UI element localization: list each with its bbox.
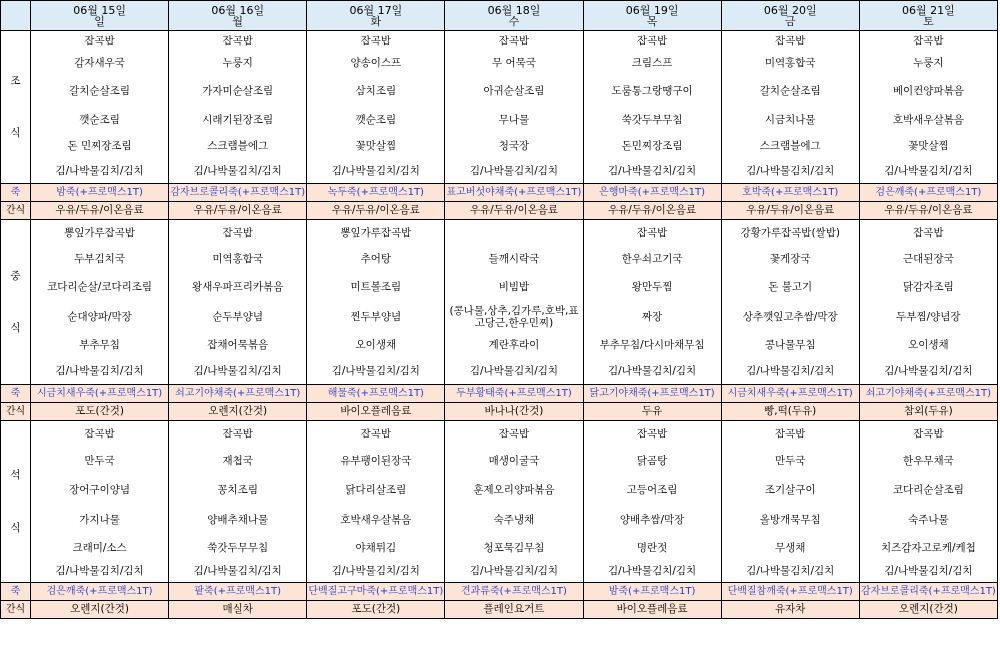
porridge-cell: 표고버섯야채죽(+프로맥스1T) (445, 184, 583, 202)
menu-body (1, 1, 998, 619)
meal-label-char: 석 (10, 469, 21, 481)
meal-label-char: 조 (10, 74, 21, 87)
day-date: 06월 15일 (73, 3, 126, 17)
porridge-cell: 호박죽(+프로맥스1T) (721, 184, 859, 202)
menu-item: 무 어묵국 (491, 57, 536, 69)
dinner-row (1, 421, 998, 583)
menu-item: 잡곡밥 (222, 428, 253, 440)
menu-item: 잡곡밥 (913, 227, 944, 239)
porridge-cell: 은행마죽(+프로맥스1T) (583, 184, 721, 202)
menu-item: 쑥갓두부무침 (621, 114, 683, 126)
porridge-cell: 팥죽(+프로맥스1T) (169, 583, 307, 601)
menu-item: 숙주나물 (908, 514, 949, 526)
menu-cell (169, 220, 307, 385)
menu-item: 잡곡밥 (360, 35, 392, 47)
porridge-cell: 쇠고기야채죽(+프로맥스1T) (859, 385, 997, 403)
snack-cell: 포도(간것) (307, 601, 445, 619)
menu-item: 김/나박물김치/김치 (746, 565, 835, 577)
menu-item: 김/나박물김치/김치 (55, 165, 144, 177)
menu-item: 김/나박물김치/김치 (469, 165, 559, 177)
menu-item: 뽕잎가루잡곡밥 (340, 227, 412, 239)
menu-cell (583, 220, 721, 385)
menu-item: 찐두부양념 (350, 311, 402, 323)
menu-cell (445, 31, 583, 184)
menu-item: 잡곡밥 (636, 35, 668, 47)
menu-item: 깻순조림 (79, 114, 120, 126)
menu-item: 꽃게장국 (769, 253, 811, 265)
porridge-cell: 단백질참깨죽(+프로맥스1T) (721, 583, 859, 601)
menu-item: 시금치나물 (764, 114, 816, 126)
menu-cell (307, 31, 445, 184)
menu-item: 잡곡밥 (913, 35, 944, 47)
menu-item: 잡곡밥 (360, 428, 392, 440)
menu-item: 스크램블에그 (759, 140, 821, 152)
porridge-cell: 밤죽(+프로맥스1T) (31, 184, 169, 202)
snack-cell: 두유 (583, 403, 721, 421)
menu-item: 콩나물무침 (764, 339, 816, 351)
menu-cell (31, 421, 169, 583)
menu-item: 양송이스프 (350, 57, 402, 69)
menu-item: 근대된장국 (903, 253, 954, 265)
menu-item: 호박새우살볶음 (340, 514, 412, 526)
day-date: 06월 16일 (211, 3, 265, 17)
porridge-cell: 감자브로콜리죽(+프로맥스1T) (169, 184, 307, 202)
snack-cell: 매실차 (169, 601, 307, 619)
menu-item: 갈치순살조림 (69, 85, 130, 97)
menu-item: 누룽지 (913, 57, 944, 69)
menu-item: 호박새우살볶음 (892, 114, 964, 126)
menu-item: 올방개묵무침 (759, 514, 821, 526)
menu-item: 장어구이양념 (69, 484, 130, 496)
menu-item: 잡곡밥 (222, 35, 253, 47)
porridge-cell: 닭고기야채죽(+프로맥스1T) (583, 385, 721, 403)
menu-cell (169, 31, 307, 184)
menu-item: 잡곡밥 (913, 428, 944, 440)
corner-cell (1, 1, 31, 31)
menu-item: 미역홍합국 (212, 253, 264, 265)
snack-cell: 바나나(간것) (445, 403, 583, 421)
menu-item: 고등어조림 (626, 484, 678, 496)
menu-item: 갈치순살조림 (759, 85, 821, 97)
menu-item: 한우쇠고기국 (621, 253, 683, 265)
snack-cell: 우유/두유/이온음료 (583, 202, 721, 220)
snack-cell: 바이오플레음료 (307, 403, 445, 421)
menu-item: 김/나박물김치/김치 (746, 365, 835, 377)
menu-item: 잡곡밥 (222, 227, 253, 239)
menu-item: 훈제오리양파볶음 (473, 484, 555, 496)
menu-cell (721, 31, 859, 184)
menu-item: 크래미/소스 (72, 542, 127, 554)
menu-item: 오이생채 (908, 339, 949, 351)
day-date: 06월 19일 (625, 3, 679, 17)
menu-item: 돈 민찌장조림 (67, 140, 132, 152)
meal-label (1, 421, 31, 583)
lunch-snack-row (1, 403, 998, 421)
menu-item: 짜장 (641, 311, 663, 323)
day-header (445, 1, 583, 31)
menu-item: 잡곡밥 (774, 428, 806, 440)
porridge-cell: 시금치새우죽(+프로맥스1T) (31, 385, 169, 403)
menu-item: 순대양파/막장 (67, 311, 132, 323)
menu-item: 한우무채국 (903, 455, 954, 467)
porridge-cell: 단백질고구마죽(+프로맥스1T) (307, 583, 445, 601)
day-header (583, 1, 721, 31)
menu-item: 김/나박물김치/김치 (884, 565, 973, 577)
menu-item: 김/나박물김치/김치 (607, 565, 697, 577)
menu-item: 치즈감자고로케/케첩 (880, 542, 976, 554)
menu-item: 유부팽이된장국 (340, 455, 412, 467)
menu-item: 추어탕 (360, 253, 392, 265)
day-weekday: 화 (370, 14, 382, 28)
breakfast-snack-row (1, 202, 998, 220)
day-header (721, 1, 859, 31)
porridge-cell: 녹두죽(+프로맥스1T) (307, 184, 445, 202)
menu-item: 청국장 (498, 140, 530, 152)
menu-item: 닭다리살조림 (345, 484, 407, 496)
menu-item: 김/나박물김치/김치 (884, 165, 973, 177)
porridge-cell: 검은깨죽(+프로맥스1T) (859, 184, 997, 202)
snack-cell: 오렌지(간것) (169, 403, 307, 421)
day-date: 06월 21일 (902, 3, 955, 17)
porridge-cell: 검은깨죽(+프로맥스1T) (31, 583, 169, 601)
meal-label-char: 식 (10, 521, 21, 534)
menu-item (445, 220, 582, 246)
day-weekday: 일 (94, 14, 105, 28)
day-date: 06월 17일 (349, 3, 403, 17)
menu-item: 순두부양념 (212, 311, 264, 323)
menu-item: 김/나박물김치/김치 (746, 165, 835, 177)
porridge-cell: 해물죽(+프로맥스1T) (307, 385, 445, 403)
porridge-cell: 시금치새우죽(+프로맥스1T) (721, 385, 859, 403)
menu-item: (콩나물,상추,김가루,호박,표고당근,한우민찌) (449, 305, 579, 329)
snack-cell: 플레인요거트 (445, 601, 583, 619)
menu-item: 오이생채 (355, 339, 397, 351)
menu-item: 무나물 (498, 114, 530, 126)
menu-cell (583, 421, 721, 583)
lunch-porridge-row (1, 385, 998, 403)
menu-item: 꽁치조림 (217, 484, 258, 496)
menu-item: 돈 불고기 (768, 281, 813, 293)
meal-label (1, 220, 31, 385)
menu-item: 양배추쌈/막장 (619, 514, 685, 526)
dinner-porridge-row (1, 583, 998, 601)
menu-item: 잡곡밥 (498, 35, 530, 47)
menu-item: 김/나박물김치/김치 (607, 365, 697, 377)
menu-item: 깻순조림 (355, 114, 397, 126)
menu-cell (859, 31, 997, 184)
day-weekday: 금 (784, 14, 796, 28)
menu-cell (859, 220, 997, 385)
menu-cell (307, 220, 445, 385)
porridge-cell: 밤죽(+프로맥스1T) (583, 583, 721, 601)
menu-item: 들깨시락국 (488, 253, 540, 265)
porridge-cell: 감자브로콜리죽(+프로맥스1T) (859, 583, 997, 601)
menu-item: 잡곡밥 (636, 227, 668, 239)
day-header (859, 1, 997, 31)
snack-cell: 참외(두유) (859, 403, 997, 421)
menu-item: 무생채 (774, 542, 806, 554)
menu-item: 코다리순살/코다리조림 (47, 281, 153, 293)
day-date: 06월 20일 (763, 3, 817, 17)
meal-label-char: 중 (10, 269, 21, 282)
menu-item: 도룸통그랑땡구이 (611, 85, 693, 97)
menu-item: 김/나박물김치/김치 (331, 365, 420, 377)
day-header (31, 1, 169, 31)
menu-item: 김/나박물김치/김치 (193, 165, 282, 177)
menu-item: 두부김치국 (74, 253, 125, 265)
snack-cell: 우유/두유/이온음료 (31, 202, 169, 220)
menu-item: 미트볼조림 (350, 281, 402, 293)
snack-cell: 우유/두유/이온음료 (169, 202, 307, 220)
menu-item: 야채튀김 (355, 542, 397, 554)
day-weekday: 목 (646, 14, 658, 28)
snack-cell: 바이오플레음료 (583, 601, 721, 619)
porridge-cell: 쇠고기야채죽(+프로맥스1T) (169, 385, 307, 403)
porridge-cell: 두부황태죽(+프로맥스1T) (445, 385, 583, 403)
menu-item: 쑥갓두무무침 (207, 542, 269, 554)
menu-item: 시래기된장조림 (202, 114, 274, 126)
menu-item: 매생이굴국 (488, 455, 540, 467)
menu-item: 만두국 (84, 455, 115, 467)
day-weekday: 수 (508, 14, 520, 28)
menu-item: 잡곡밥 (84, 35, 115, 47)
menu-cell (583, 31, 721, 184)
day-weekday: 월 (232, 14, 244, 28)
menu-item: 김/나박물김치/김치 (193, 365, 282, 377)
menu-item: 아귀순살조림 (483, 85, 545, 97)
day-header (169, 1, 307, 31)
snack-cell: 오렌지(간것) (31, 601, 169, 619)
menu-item: 양배추채나물 (207, 514, 269, 526)
dinner-snack-row (1, 601, 998, 619)
menu-item: 명란젓 (636, 542, 668, 554)
breakfast-row (1, 31, 998, 184)
menu-item: 김/나박물김치/김치 (607, 165, 697, 177)
menu-cell (31, 220, 169, 385)
snack-cell: 유자차 (721, 601, 859, 619)
menu-item: 가자미순살조림 (202, 85, 274, 97)
menu-item: 미역홍합국 (764, 57, 816, 69)
date-header-row (1, 1, 998, 31)
menu-cell (445, 220, 583, 385)
menu-item: 누룽지 (222, 57, 253, 69)
menu-item: 숙주냉채 (493, 514, 535, 526)
menu-item: 닭곰탕 (636, 455, 668, 467)
day-weekday: 토 (923, 14, 934, 28)
menu-item: 감자새우국 (74, 57, 125, 69)
meal-label-char: 식 (10, 127, 21, 139)
snack-label: 간식 (1, 601, 31, 619)
day-header (307, 1, 445, 31)
menu-item: 강황가루잡곡밥(쌀밥) (740, 227, 840, 239)
porridge-label: 죽 (1, 583, 31, 601)
snack-cell: 오렌지(간것) (859, 601, 997, 619)
menu-item: 뽕잎가루잡곡밥 (64, 227, 136, 239)
menu-item: 베이컨양파볶음 (892, 85, 964, 97)
menu-item: 닭감자조림 (903, 281, 954, 293)
menu-item: 가지나물 (79, 514, 120, 526)
menu-item: 잡곡밥 (498, 428, 530, 440)
menu-item: 꽃맛살찜 (908, 140, 949, 152)
menu-item: 조기살구이 (764, 484, 816, 496)
snack-label: 간식 (1, 403, 31, 421)
menu-item: 두부찜/양념장 (896, 311, 961, 323)
menu-item: 부추무침/다시마채무침 (599, 339, 705, 351)
menu-item: 돈민찌장조림 (621, 140, 683, 152)
porridge-label: 죽 (1, 385, 31, 403)
menu-item: 잡곡밥 (636, 428, 668, 440)
meal-label-char: 식 (10, 322, 21, 334)
porridge-cell: 견과류죽(+프로맥스1T) (445, 583, 583, 601)
menu-item: 김/나박물김치/김치 (331, 165, 420, 177)
menu-cell (169, 421, 307, 583)
menu-item: 김/나박물김치/김치 (193, 565, 282, 577)
menu-item: 만두국 (774, 455, 806, 467)
menu-cell (721, 220, 859, 385)
menu-item: 김/나박물김치/김치 (469, 565, 559, 577)
menu-item: 청포묵김무침 (483, 542, 545, 554)
snack-cell: 포도(간것) (31, 403, 169, 421)
menu-cell (859, 421, 997, 583)
breakfast-porridge-row (1, 184, 998, 202)
menu-item: 김/나박물김치/김치 (55, 565, 144, 577)
menu-item: 재첩국 (222, 455, 253, 467)
porridge-label: 죽 (1, 184, 31, 202)
menu-item: 잡곡밥 (774, 35, 806, 47)
menu-item: 잡채어묵볶음 (207, 339, 269, 351)
menu-item: 왕만두찜 (631, 281, 673, 293)
menu-item: 김/나박물김치/김치 (331, 565, 420, 577)
menu-item: 꽃맛살찜 (355, 140, 397, 152)
menu-item: 코다리순살조림 (892, 484, 964, 496)
menu-item: 상추깻잎고추쌈/막장 (742, 311, 838, 323)
menu-item: 스크램블에그 (207, 140, 269, 152)
snack-label: 간식 (1, 202, 31, 220)
snack-cell: 우유/두유/이온음료 (859, 202, 997, 220)
snack-cell: 우유/두유/이온음료 (721, 202, 859, 220)
menu-item: 삼치조림 (355, 85, 397, 97)
menu-item: 김/나박물김치/김치 (884, 365, 973, 377)
snack-cell: 우유/두유/이온음료 (307, 202, 445, 220)
menu-item: 김/나박물김치/김치 (55, 365, 144, 377)
menu-item: 계란후라이 (488, 339, 540, 351)
menu-item: 김/나박물김치/김치 (469, 365, 559, 377)
lunch-row (1, 220, 998, 385)
snack-cell: 우유/두유/이온음료 (445, 202, 583, 220)
menu-cell (445, 421, 583, 583)
menu-cell (307, 421, 445, 583)
menu-cell (31, 31, 169, 184)
meal-label (1, 31, 31, 184)
menu-item: 비빔밥 (498, 281, 530, 293)
menu-item: 왕새우파프리카볶음 (192, 281, 284, 293)
snack-cell: 빵,떡(두유) (721, 403, 859, 421)
day-date: 06월 18일 (487, 3, 541, 17)
menu-item: 부추무침 (79, 339, 120, 351)
menu-item: 잡곡밥 (84, 428, 115, 440)
menu-item: 크림스프 (631, 57, 673, 69)
menu-cell (721, 421, 859, 583)
